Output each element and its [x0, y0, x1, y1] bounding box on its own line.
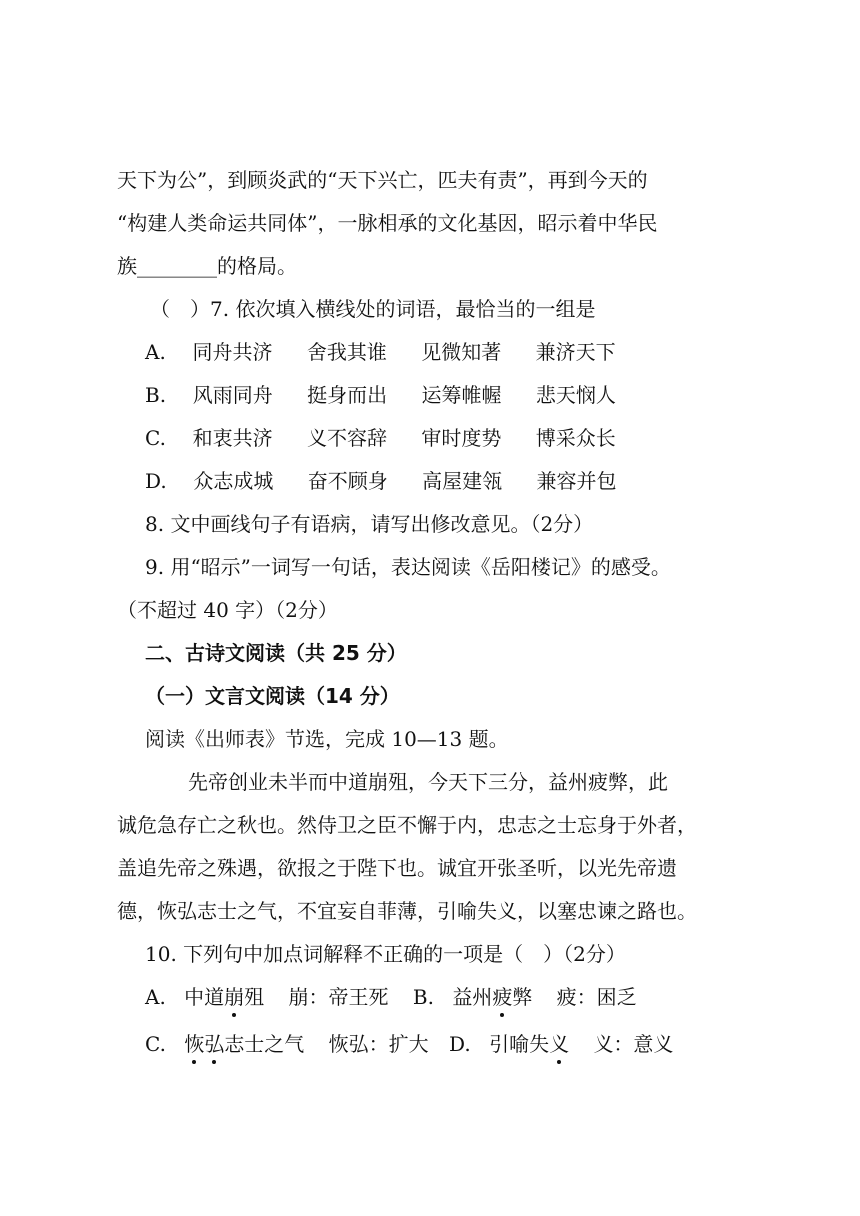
option-letter: A. — [145, 985, 166, 1009]
option-word: 兼容并包 — [536, 469, 617, 493]
classical-line-3: 盖追先帝之殊遇，欲报之于陛下也。诚宜开张圣听，以光先帝遗 — [117, 856, 677, 880]
q7-option-d — [145, 467, 616, 495]
question-9-line-1: 9. 用“昭示”一词写一句话，表达阅读《岳阳楼记》的感受。 — [145, 555, 671, 579]
option-text: 引喻失 — [489, 1032, 550, 1056]
passage-line-1: 天下为公”，到顾炎武的“天下兴亡，匹夫有责”，再到今天的 — [117, 168, 648, 192]
option-text: 益州 — [452, 985, 493, 1009]
option-text: 志士之气 — [224, 1032, 305, 1056]
option-word: 和衷共济 — [192, 426, 273, 450]
q7-option-b — [145, 381, 616, 409]
option-gloss: 疲：困乏 — [556, 985, 637, 1009]
dotted-char: 弘 — [204, 1032, 225, 1056]
option-letter: C. — [145, 426, 166, 450]
section-2-title: 二、古诗文阅读（共 25 分） — [145, 641, 407, 665]
option-word: 舍我其谁 — [306, 340, 387, 364]
option-letter: D. — [449, 1032, 471, 1056]
option-word: 众志成城 — [193, 469, 274, 493]
q10-options-ab — [145, 983, 637, 1011]
option-gloss: 崩：帝王死 — [288, 985, 389, 1009]
dotted-char: 恢 — [184, 1032, 205, 1056]
classical-line-1: 先帝创业未半而中道崩殂，今天下三分，益州疲弊，此 — [188, 770, 668, 794]
option-word: 兼济天下 — [535, 340, 616, 364]
option-word: 悲天悯人 — [535, 383, 616, 407]
option-letter: A. — [145, 340, 166, 364]
option-word: 高屋建瓴 — [422, 469, 503, 493]
option-word: 风雨同舟 — [192, 383, 273, 407]
option-letter: D. — [145, 469, 167, 493]
q10-options-cd — [145, 1030, 673, 1058]
q7-option-c — [145, 424, 616, 452]
option-word: 运筹帷幄 — [421, 383, 502, 407]
option-word: 同舟共济 — [192, 340, 273, 364]
option-word: 审时度势 — [421, 426, 502, 450]
option-word: 义不容辞 — [307, 426, 388, 450]
dotted-char: 义 — [549, 1032, 570, 1056]
option-word: 挺身而出 — [307, 383, 388, 407]
option-gloss: 恢弘：扩大 — [328, 1032, 429, 1056]
option-gloss: 义：意义 — [593, 1032, 674, 1056]
option-letter: B. — [145, 383, 167, 407]
option-word: 博采众长 — [535, 426, 616, 450]
option-word: 见微知著 — [421, 340, 502, 364]
option-text: 弊 — [512, 985, 533, 1009]
dotted-char: 崩 — [224, 985, 245, 1009]
subsection-1-title: （一）文言文阅读（14 分） — [145, 684, 400, 708]
dotted-char: 疲 — [492, 985, 513, 1009]
option-letter: B. — [412, 985, 434, 1009]
classical-line-4: 德，恢弘志士之气，不宜妄自菲薄，引喻失义，以塞忠谏之路也。 — [117, 899, 697, 923]
question-9-line-2: （不超过 40 字）（2分） — [117, 598, 338, 622]
option-word: 奋不顾身 — [307, 469, 388, 493]
classical-line-2: 诚危急存亡之秋也。然侍卫之臣不懈于内，忠志之士忘身于外者， — [117, 813, 697, 837]
reading-instruction: 阅读《出师表》节选，完成 10—13 题。 — [145, 727, 509, 751]
q7-option-a — [145, 338, 616, 366]
option-text: 殂 — [244, 985, 265, 1009]
passage-line-3: 族________的格局。 — [117, 254, 297, 278]
question-7-stem: （ ）7. 依次填入横线处的词语，最恰当的一组是 — [150, 297, 596, 321]
option-letter: C. — [145, 1032, 166, 1056]
passage-line-2: “构建人类命运共同体”，一脉相承的文化基因，昭示着中华民 — [117, 211, 658, 235]
question-8: 8. 文中画线句子有语病，请写出修改意见。（2分） — [145, 512, 594, 536]
option-text: 中道 — [184, 985, 225, 1009]
question-10-stem: 10. 下列句中加点词解释不正确的一项是（ ）（2分） — [145, 942, 626, 966]
